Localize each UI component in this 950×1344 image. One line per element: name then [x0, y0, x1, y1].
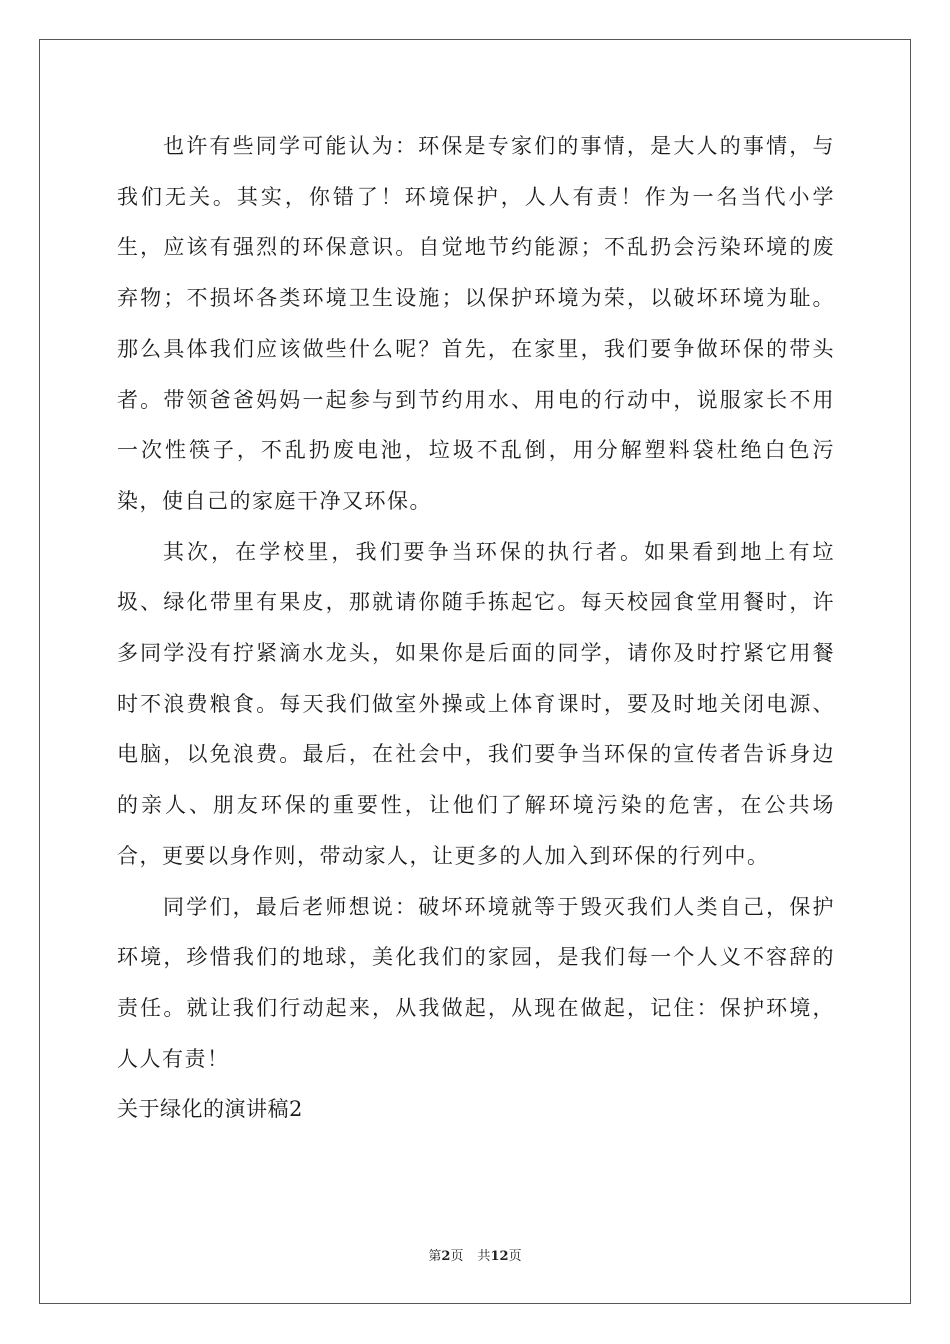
footer-page-suffix: 页 — [450, 1249, 464, 1264]
footer-prefix: 第 — [428, 1249, 442, 1264]
section-title: 关于绿化的演讲稿2 — [117, 1097, 303, 1122]
footer-total-pages: 12 — [490, 1249, 509, 1264]
paragraph-1: 也许有些同学可能认为：环保是专家们的事情，是大人的事情，与我们无关。其实，你错了！环境保护，人人有责！作为一名当代小学生，应该有强烈的环保意识。自觉地节约能源；不乱扔会污染环境的废弃物；不损坏各类环境卫生设施；以保护环境为荣，以破坏环境为耻。那么具体我们应该做些什么呢？首先，在家里，我们要争做环保的带头者。带领爸爸妈妈一起参与到节约用水、用电的行动中，说服家长不用一次性筷子，不乱扔废电池，垃圾不乱倒，用分解塑料袋杜绝白色污染，使自己的家庭干净又环保。 — [117, 134, 835, 513]
paragraph-2: 其次，在学校里，我们要争当环保的执行者。如果看到地上有垃圾、绿化带里有果皮，那就请你随手拣起它。每天校园食堂用餐时，许多同学没有拧紧滴水龙头，如果你是后面的同学，请你及时拧紧它用餐时不浪费粮食。每天我们做室外操或上体育课时，要及时地关闭电源、电脑，以免浪费。最后，在社会中，我们要争当环保的宣传者告诉身边的亲人、朋友环保的重要性，让他们了解环境污染的危害，在公共场合，更要以身作则，带动家人，让更多的人加入到环保的行列中。 — [117, 539, 835, 868]
page-footer — [0, 1245, 950, 1264]
footer-page-number: 2 — [441, 1249, 451, 1264]
document-body — [117, 121, 835, 1135]
paragraph-3: 同学们，最后老师想说：破坏环境就等于毁灭我们人类自己，保护环境，珍惜我们的地球，美化我们的家园，是我们每一个人义不容辞的责任。就让我们行动起来，从我做起，从现在做起，记住：保护环境，人人有责！ — [117, 894, 835, 1071]
footer-total-suffix: 页 — [508, 1249, 522, 1264]
footer-total-prefix: 共 — [477, 1249, 491, 1264]
